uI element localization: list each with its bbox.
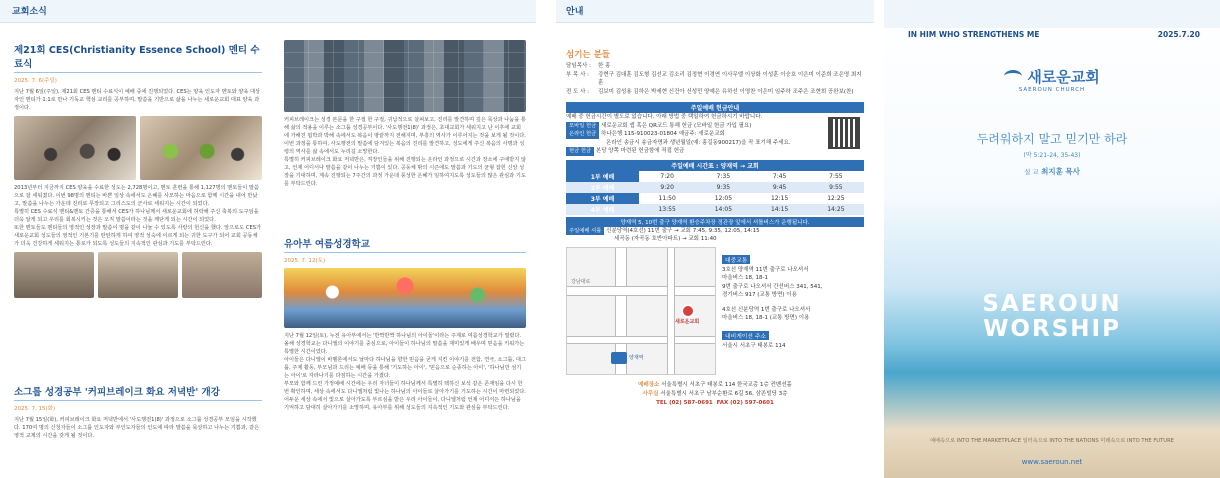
schedule-time: 9:55 [808, 182, 864, 193]
online-chip: 온라인 헌금 [566, 130, 599, 139]
staff-label: 부 목 사 : [566, 71, 590, 78]
cover-big-title [884, 292, 1220, 342]
map-road-label: 강남대로 [571, 278, 591, 285]
schedule-name: 1부 예배 [566, 171, 639, 182]
tel-row [566, 399, 864, 408]
public-line: 4호선 신분당역 1번 출구로 나오셔서 [722, 306, 811, 313]
addr-row-1 [566, 381, 864, 390]
vbs-para-3: 부모와 함께 드린 가정예배 시간에는 우리 자녀들이 하나님께서 특별히 택하신 보석 같은 존재임을 다시 한번 확인하며, 세상 속에서도 다니엘처럼 빛나는 하나님의 아이들로 살아가기를 기도하는 시간이 마련되었다. [284, 381, 526, 395]
news-tag: 교회소식 [12, 7, 47, 17]
schedule-row [566, 171, 864, 182]
staff-value: 김보미 김성용 김하은 박세현 신건아 신성민 양예은 유하선 이영찬 이은미 임주하 조주은 조현희 공완보(찬) [598, 88, 854, 95]
public-line: 경기버스 917 (교통 방면) 이용 [722, 292, 797, 298]
guide-panel [556, 0, 874, 478]
weekday-1: 신분당역(4호선) 11번 출구 → 교회 7:45, 9:35, 12:05, 14:15 [606, 227, 760, 234]
offering-band: 주일예배 헌금안내 [566, 102, 864, 113]
offering-cash-row [566, 147, 824, 156]
offering-note: 온라인 송금시 송금자명과 생년월일(예: 홍길동900217)을 꼭 표기해 주세요. [606, 139, 791, 146]
address-footer [566, 381, 864, 408]
addr-row-2 [566, 390, 864, 399]
map-station-label: 양재역 [629, 354, 644, 361]
staff-label: 담임목사 : [566, 63, 591, 69]
preacher-row [884, 166, 1220, 177]
schedule-time: 12:25 [827, 194, 845, 202]
staff-row [566, 71, 864, 88]
sermon-title: 두려워하지 말고 믿기만 하라 [976, 132, 1128, 146]
vbs-title: 유아부 여름성경학교 [284, 236, 526, 253]
offering-intro: 예배 중 헌금시간이 별도로 없습니다. 아래 방법 중 택일하여 헌금하시기 바랍니다. [566, 114, 763, 120]
vbs-para-4: 어두운 세상 속에서 빛으로 살아가도록 부르심을 받은 우리 아이들이, 다니엘처럼 언제 어디서든 하나님을 기억하고 담대히 살아가기를 소망하며, 유아부를 위해 성도들의 지속적인 기도와 관심을 부탁드린다. [284, 397, 521, 411]
schedule-time: 12:05 [714, 194, 733, 202]
ces-para-4: 또한 멘토들도 멘티들의 영적인 성장과 말씀이 명을 같이 나눌 수 있도록 사랑의 헌신을 했다. 앞으로도 CES가 새로운교회 성도들의 영적인 기본기를 탄탄하게 하여 영적 성숙에 이르게 되는 귀한 도구가 되어 교회 공동체가 더욱 건강하게 세워지는 통로가 되도록 성도들의 지속적인 관심과 기도를 부탁드린다. [14, 225, 262, 247]
schedule-row [566, 182, 864, 193]
schedule-title: 주일예배 시간표 : 양재역 → 교회 [566, 160, 864, 171]
website-link[interactable]: www.saeroun.net [1021, 458, 1083, 466]
staff-value: 강현구 김대훈 김도형 김선교 김소리 김정현 이경연 이사무엘 이상화 이성훈 이승호 이은미 이준희 조은영 최지훈 [598, 71, 862, 86]
schedule-time: 7:35 [716, 172, 731, 180]
ces-photo-4 [98, 252, 178, 298]
vbs-date: 2025. 7. 12(토) [284, 258, 326, 264]
coffee-title: 소그룹 성경공부 '커피브레이크 화요 저녁반' 개강 [14, 384, 262, 401]
cover-panel [884, 0, 1220, 478]
ces-date: 2025. 7. 6(주일) [14, 78, 57, 84]
ces-photo-1 [14, 116, 136, 180]
addr-2: 서울특별시 서초구 남부순환로 6길 56, 삼존빌딩 3층 [660, 390, 788, 397]
map-church-label: 새로운교회 [675, 318, 700, 325]
station-icon [611, 352, 627, 364]
schedule-time: 9:45 [752, 182, 808, 193]
schedule-name: 2부 예배 [566, 182, 639, 193]
coffee-article-cont [284, 40, 526, 188]
vbs-para-2: 아이들은 다니엘이 바벨론에서도 날마다 하나님을 향한 믿음을 굳게 지킨 이야기를 전함, 연극, 소그룹, 대그룹, 주제 활동, 부모님과 드리는 예배 등을 통해 '기도하는 아이', '믿음으로 순종하는 아이', '하나님만 섬기는 아이'로 자라나기를 다짐하는 시간을 가졌다. [284, 357, 526, 379]
church-logo-icon [1004, 70, 1022, 83]
schedule-row [566, 204, 864, 215]
addr-1: 서울특별시 서초구 태봉로 114 한국교총 1층 컨벤션홀 [661, 381, 792, 388]
transport-section [722, 247, 864, 375]
schedule-time: 14:05 [695, 204, 751, 215]
offering-mobile-row [566, 122, 824, 131]
big-1: SAEROUN [982, 291, 1122, 317]
ces-para-1: 지난 7월 6일(주일), 제21회 CES 멘티 수료식이 예배 중에 진행되었다. CES는 양육 인도자 멘토와 양육 대상자인 멘티가 1:1로 만나 기독교 핵심 교리를 공부하며, 말씀을 기반으로 삶을 나누는 새로운교회 대표 양육 과정이다. [14, 89, 261, 111]
logo-sub: SAEROUN CHURCH [1018, 87, 1086, 93]
addr-label-1: 예배장소 [638, 381, 660, 388]
schedule-time: 14:25 [808, 204, 864, 215]
news-panel [0, 0, 278, 478]
news-topbar-2 [278, 0, 536, 23]
weekday-2: 세곡동 (자곡동 호반아파트) → 교회 11:40 [614, 236, 717, 242]
schedule-table [566, 160, 864, 215]
weekday-chip: 주일예배 셔틀 [566, 227, 604, 236]
staff-label: 전 도 사 : [566, 88, 590, 95]
coffee-article [14, 384, 262, 440]
schedule-time: 11:50 [658, 194, 676, 202]
schedule-name: 4부 예배 [566, 204, 639, 215]
coffee-para-2: 커피브레이크는 성경 본문을 한 구절 한 구절, 귀납적으로 살펴보고, 진리를 발견하며 깊은 묵상과 나눔을 통해 삶의 적용을 이루는 소그룹 성경공부이다. '사도행전1(8)' 과정은, 초대교회가 세워지고 난 이후에 교회에 가해진 핍박과 박해 속에서도 복음이 땅끝까지 전해지며, 부흥의 역사가 이루어지는 것을 보게 될 것이다. 이번 과정을 통하여, 사도행전의 말씀에 담겨있는 복음의 진리를 발견하고, 성도에게 주신 복음의 사명과 성령의 역사를 삶 속에서도 누리길 소망한다. [284, 117, 526, 155]
schedule-time: 13:55 [639, 204, 695, 215]
logo-text: 새로운교회 [1027, 68, 1100, 86]
ces-photo-2 [140, 116, 262, 180]
church-pin-icon [681, 304, 695, 318]
cover-logo [884, 66, 1220, 93]
nav-chip: 내비게이션 주소 [722, 331, 769, 340]
tel: TEL (02) 587-0691 [656, 399, 713, 406]
cover-topbar [884, 0, 1220, 28]
offering-cash: 본당 양쪽 마련된 헌금함에 직접 헌금 [595, 148, 685, 154]
news-panel-2 [278, 0, 536, 478]
ces-para-2: 2013년부터 지금까지 CES 양육을 수료한 성도는 2,728명이고, 멘토 훈련을 통해 1,127명의 멘토들이 말씀으로 잘 세워졌다. 이번 98명의 멘티는 바쁜 일상 속에서도 은혜를 사모하는 마음으로 함께 시간을 내어 만났고, 말씀을 나누는 가운데 진리로 무장되고 그리스도의 군사로 세워지는 시간이 되었다. [14, 185, 259, 207]
schedule-name: 3부 예배 [566, 193, 639, 204]
schedule-time: 9:20 [639, 182, 695, 193]
mobile-chip: 모바일 헌금 [566, 122, 599, 131]
nav-address: 서울시 서초구 태봉로 114 [722, 342, 786, 349]
vbs-article [284, 236, 526, 412]
staff-row [566, 62, 864, 71]
schedule-time: 12:15 [770, 194, 789, 202]
addr-label-2: 사무실 [642, 390, 659, 397]
vbs-photo [284, 268, 526, 328]
ces-photo-3 [14, 252, 94, 298]
schedule-time: 14:15 [752, 204, 808, 215]
schedule-row [566, 193, 864, 204]
guide-tag: 안내 [566, 7, 584, 17]
ces-article [14, 42, 262, 302]
coffee-para-1: 지난 7월 15일(화), 커피브레이크 화요 저녁반에서 '사도행전1(8)' 과정으로 소그룹 성경공부 모임을 시작했다. 170여 명의 신청자들이 소그룹 인도자와 부인도자들의 인도에 따라 말씀을 묵상하고 나누는 기쁨과, 같은 영적 교제의 시간을 갖게 될 것이다. [14, 417, 260, 439]
public-chip: 대중교통 [722, 255, 750, 264]
coffee-date: 2025. 7. 15(화) [14, 406, 56, 412]
staff-row [566, 88, 864, 97]
public-line: 마을버스 18, 18-1 (교통 방면) 이용 [722, 315, 810, 321]
staff-section [566, 44, 864, 408]
offering-mobile: 새로운교회 앱 혹은 QR코드 통해 헌금 (모바일 헌금 가입 필요) [601, 122, 752, 129]
public-line: 3호선 양재역 11번 출구로 나오셔서 [722, 266, 809, 273]
schedule-time: 7:20 [660, 172, 674, 180]
vbs-para-1: 지난 7월 12일(토), 누전 유아부에서는 '반짝반짝 하나님의 아이들'이라는 주제로 여름성경학교가 열렸다. 올해 성경학교는 다니엘의 이야기를 중심으로, 아이들이 하나님의 말씀을 재미있게 배우며 믿음을 키워가는 특별한 시간이었다. [284, 333, 525, 355]
shuttle-band: 양재역 5, 10번 출구 양재역 환승주차장 정관장 앞에서 셔틀버스가 운행됩니다. [566, 217, 864, 227]
ces-para-3: 특별히 CES 수료식 멘티&멘토 간증을 통해서 CES가 하나님께서 새로운교회에 허락해 주신 축복의 도구임을 더욱 알게 되고 우리를 회복시키는 것은 오직 말씀이라는 것을 깨닫게 되는 시간이 되었다. [14, 209, 259, 223]
preacher: 최지훈 목사 [1041, 167, 1080, 176]
cover-date: 2025.7.20 [1157, 30, 1200, 39]
ces-photo-5 [182, 252, 262, 298]
guide-topbar [556, 0, 874, 23]
location-map[interactable] [566, 247, 716, 375]
cash-chip: 현금 헌금 [566, 147, 594, 156]
ces-title: 제21회 CES(Christianity Essence School) 멘티 수료식 [14, 42, 262, 73]
schedule-time: 7:45 [772, 172, 787, 180]
public-line: 마을버스 18, 18-1 [722, 275, 768, 281]
schedule-time: 7:55 [829, 172, 843, 180]
schedule-time: 9:35 [695, 182, 751, 193]
cover-slogan: IN HIM WHO STRENGTHENS ME [908, 30, 1040, 39]
cover-footer: 예배속으로 INTO THE MARKETPLACE 일터속으로 INTO THE NATIONS 미래속으로 INTO THE FUTURE [930, 438, 1174, 444]
coffee-para-3: 특별히 커피브레이크 화요 저녁반은, 직장인들을 위해 진행되는 온라인 과정으로 시간과 장소에 구애받지 않고, 언제 어디서나 말씀을 같이 나누는 기쁨이 있다. 공동체 밖의 시즌에도 말씀과 기도의 균형 잡힌 신앙 성장을 기대하며, 계속 진행되는 7주간의 과정 가운데 풍성한 은혜가 임하여지도록 성도들의 많은 관심과 기도를 부탁드린다. [284, 157, 526, 187]
fax: FAX (02) 597-0601 [716, 399, 774, 406]
weekday-row-1 [566, 227, 864, 236]
offering-online: 하나은행 115-910023-01804 예금주: 새로운교회 [601, 131, 725, 137]
coffee-photo [284, 40, 526, 112]
qr-code-icon[interactable] [828, 117, 860, 149]
offering-online-row [566, 130, 824, 139]
staff-title: 섬기는 분들 [566, 50, 611, 60]
sermon-verse: (막 5:21-24, 35-43) [1023, 152, 1081, 159]
staff-value: 한 홍 [598, 63, 611, 69]
preacher-label: 설 교 [1024, 168, 1039, 176]
big-2: WORSHIP [983, 316, 1121, 342]
public-line: 9번 출구로 나오셔서 간선버스 341, 541, [722, 283, 823, 290]
